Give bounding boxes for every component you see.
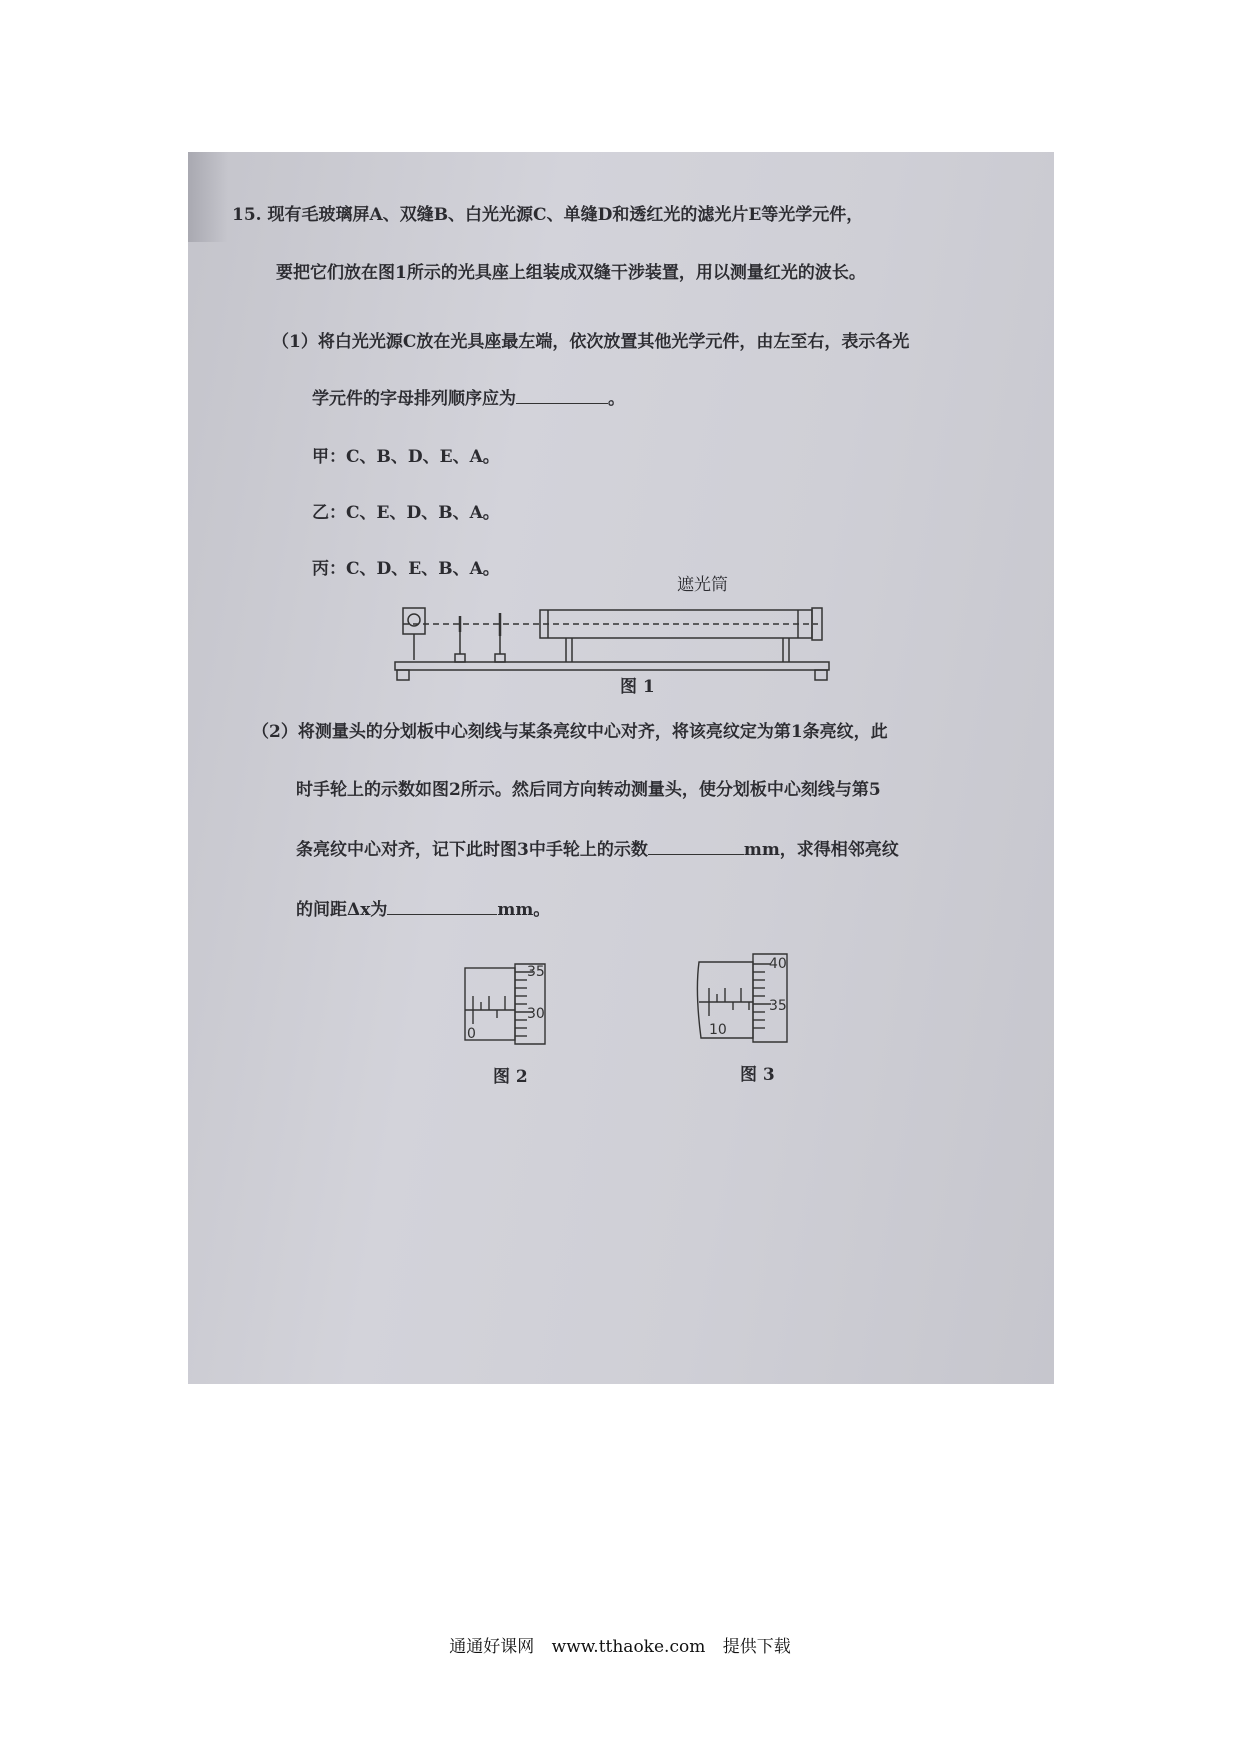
footer-suffix: 提供下载 (722, 1637, 791, 1657)
figure2-caption: 图 2 (493, 1067, 528, 1087)
part2-line4 (296, 895, 550, 920)
figure3-caption: 图 3 (740, 1065, 775, 1085)
tube-label: 遮光筒 (677, 575, 728, 595)
part1-line1: （1）将白光光源C放在光具座最左端，依次放置其他光学元件，由左至右，表示各光 (272, 332, 910, 352)
thimble-scale-bottom: 30 (527, 1006, 545, 1022)
thimble-scale-top: 40 (769, 956, 787, 972)
photographed-exam-page (188, 152, 1054, 1384)
part2-line4-suffix: mm。 (497, 900, 551, 920)
option-value: C、E、D、B、A。 (346, 503, 500, 523)
part2-line1: （2）将测量头的分划板中心刻线与某条亮纹中心对齐，将该亮纹定为第1条亮纹，此 (252, 722, 888, 742)
option-label: 丙： (312, 559, 346, 579)
sleeve-scale-number: 10 (709, 1022, 727, 1038)
answer-blank-reading[interactable] (648, 840, 744, 855)
footer-site-name: 通通好课网 (449, 1637, 535, 1657)
part1-line2-prefix: 学元件的字母排列顺序应为 (312, 389, 516, 409)
part2-line4-prefix: 的间距Δx为 (296, 900, 388, 920)
option-label: 甲： (312, 447, 346, 467)
thimble-scale-bottom: 35 (769, 998, 787, 1014)
part1-line2-suffix: 。 (608, 389, 625, 409)
footer-url-link[interactable]: www.tthaoke.com (551, 1637, 706, 1657)
intro-text-1: 现有毛玻璃屏A、双缝B、白光光源C、单缝D和透红光的滤光片E等光学元件， (267, 205, 864, 225)
option-bing (312, 554, 500, 579)
thimble-scale-top: 35 (527, 964, 545, 980)
bench-right-foot (815, 670, 827, 680)
question-number: 15. (232, 205, 262, 225)
figure3-micrometer (695, 942, 825, 1052)
option-yi (312, 498, 500, 523)
option-value: C、B、D、E、A。 (346, 447, 500, 467)
bench-left-foot (397, 670, 409, 680)
question-intro-line1 (232, 200, 863, 225)
intro-text-2: 要把它们放在图1所示的光具座上组装成双缝干涉装置，用以测量红光的波长。 (276, 263, 866, 283)
bench-rail (395, 662, 829, 670)
part2-line3-prefix: 条亮纹中心对齐，记下此时图3中手轮上的示数 (296, 840, 648, 860)
part2-line2: 时手轮上的示数如图2所示。然后同方向转动测量头，使分划板中心刻线与第5 (296, 780, 881, 800)
holder-2-base (495, 654, 505, 662)
sleeve-scale-number: 0 (467, 1026, 476, 1042)
option-jia (312, 442, 500, 467)
option-label: 乙： (312, 503, 346, 523)
part1-line2 (312, 384, 625, 409)
page-curl-shadow (188, 152, 228, 242)
part2-line3 (296, 835, 899, 860)
holder-1-base (455, 654, 465, 662)
part2-line3-suffix: mm，求得相邻亮纹 (743, 840, 899, 860)
light-source-box (403, 608, 425, 634)
answer-blank-spacing[interactable] (387, 900, 497, 915)
figure1-caption: 图 1 (620, 677, 655, 697)
answer-blank-order[interactable] (516, 389, 608, 404)
option-value: C、D、E、B、A。 (346, 559, 500, 579)
page-footer (0, 1632, 1240, 1657)
figure2-micrometer (463, 952, 583, 1057)
